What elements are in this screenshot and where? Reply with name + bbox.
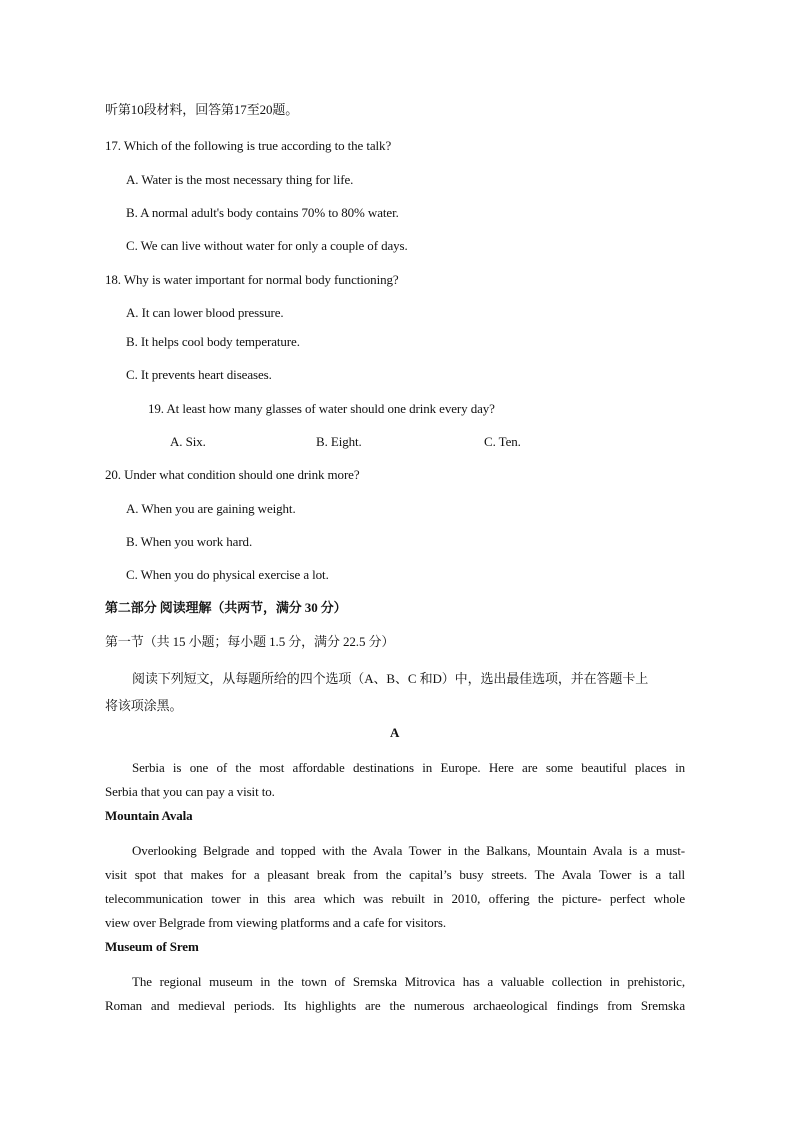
question-17-option-b: B. A normal adult's body contains 70% to 80% water. (126, 205, 399, 220)
question-18-stem: 18. Why is water important for normal body functioning? (105, 272, 399, 287)
question-18-option-b: B. It helps cool body temperature. (126, 334, 300, 349)
instruction-line-2: 将该项涂黑。 (105, 698, 183, 713)
paragraph-line: Roman and medieval periods. Its highlights are the numerous archaeological findings from Sremska (105, 998, 685, 1013)
question-20-option-c: C. When you do physical exercise a lot. (126, 567, 329, 582)
section-heading: Mountain Avala (105, 808, 193, 823)
question-18-option-c: C. It prevents heart diseases. (126, 367, 272, 382)
question-19-option-c: C. Ten. (484, 434, 521, 449)
question-20-option-a: A. When you are gaining weight. (126, 501, 296, 516)
section1-heading: 第一节（共 15 小题；每小题 1.5 分，满分 22.5 分） (105, 634, 395, 649)
listening-intro: 听第10段材料，回答第17至20题。 (105, 102, 299, 117)
paragraph-line: Overlooking Belgrade and topped with the Avala Tower in the Balkans, Mountain Avala is a must- (132, 843, 685, 858)
paragraph-line: visit spot that makes for a pleasant break from the capital’s busy streets. The Avala Tower is a tall (105, 867, 685, 882)
question-19-option-a: A. Six. (170, 434, 206, 449)
passage-intro-line-2: Serbia that you can pay a visit to. (105, 784, 275, 799)
section-heading: Museum of Srem (105, 939, 199, 954)
question-19-option-b: B. Eight. (316, 434, 362, 449)
question-20-option-b: B. When you work hard. (126, 534, 253, 549)
paragraph-line: The regional museum in the town of Sremska Mitrovica has a valuable collection in prehistoric, (132, 974, 685, 989)
paragraph-line: telecommunication tower in this area which was rebuilt in 2010, offering the picture- perfect whole (105, 891, 685, 906)
passage-label: A (390, 725, 400, 740)
question-17-option-a: A. Water is the most necessary thing for life. (126, 172, 354, 187)
question-17-option-c: C. We can live without water for only a couple of days. (126, 238, 408, 253)
question-18-option-a: A. It can lower blood pressure. (126, 305, 284, 320)
passage-intro-line-1: Serbia is one of the most affordable destinations in Europe. Here are some beautiful places in (132, 760, 685, 775)
question-17-stem: 17. Which of the following is true according to the talk? (105, 138, 392, 153)
part2-title: 第二部分 阅读理解（共两节，满分 30 分） (105, 600, 347, 615)
instruction-line-1: 阅读下列短文，从每题所给的四个选项（A、B、C 和D）中，选出最佳选项，并在答题卡上 (132, 671, 649, 686)
paragraph-line: view over Belgrade from viewing platforms and a cafe for visitors. (105, 915, 447, 930)
question-19-stem: 19. At least how many glasses of water should one drink every day? (148, 401, 495, 416)
question-20-stem: 20. Under what condition should one drink more? (105, 467, 360, 482)
